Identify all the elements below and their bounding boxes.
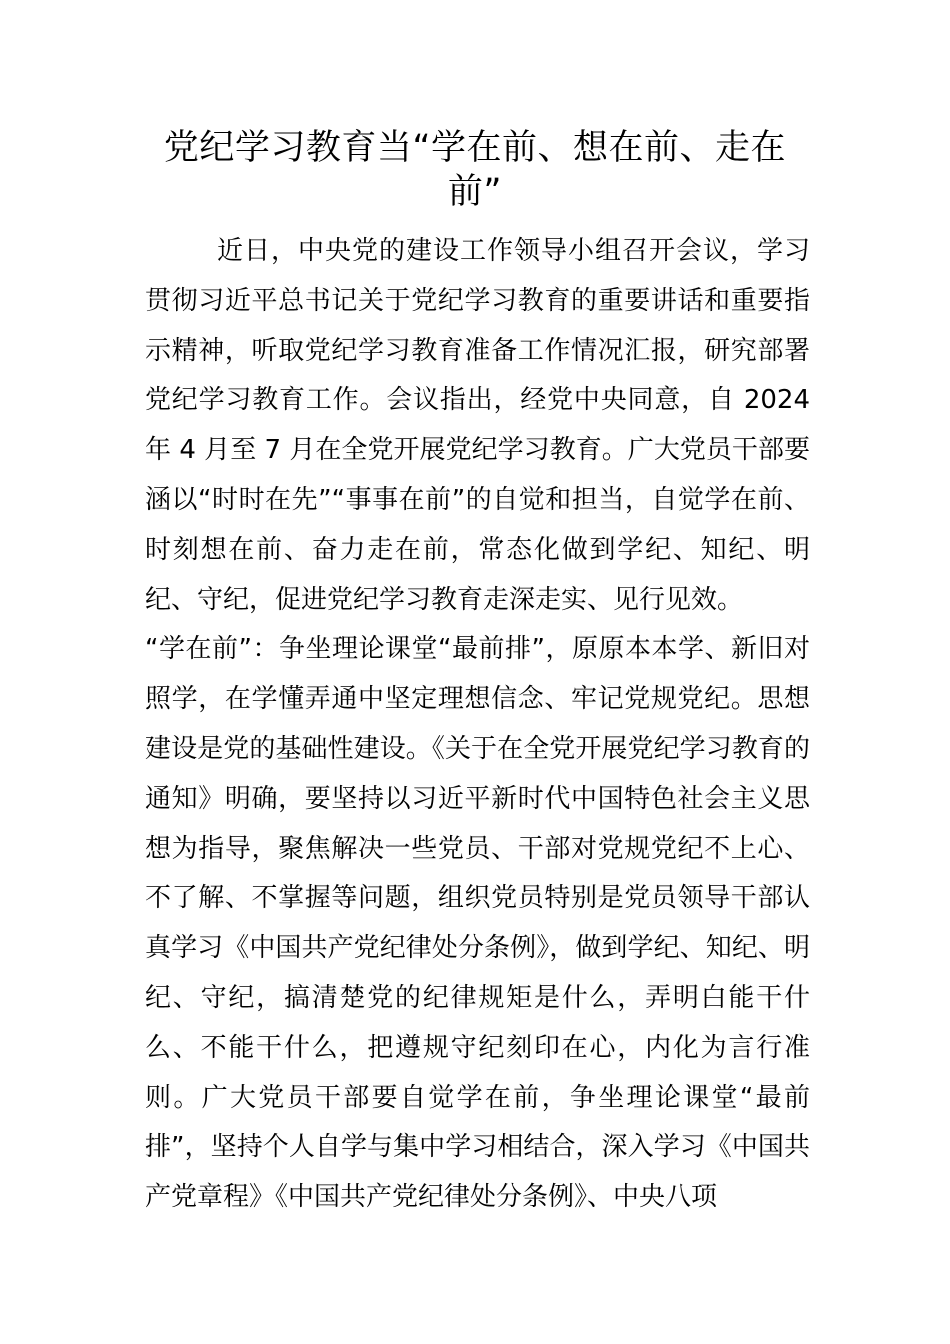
document-title: 党纪学习教育当“学在前、想在前、走在前” xyxy=(163,128,787,212)
document-body xyxy=(145,227,810,1223)
paragraph-study-first: “学在前”：争坐理论课堂“最前排”，原原本本学、新旧对照学，在学懂弄通中坚定理想信念、牢记党规党纪。思想建设是党的基础性建设。《关于在全党开展党纪学习教育的通知》明确，要坚持以习近平新时代中国特色社会主义思想为指导，聚焦解决一些党员、干部对党规党纪不上心、不了解、不掌握等问题，组织党员特别是党员领导干部认真学习《中国共产党纪律处分条例》，做到学纪、知纪、明纪、守纪，搞清楚党的纪律规矩是什么，弄明白能干什么、不能干什么，把遵规守纪刻印在心，内化为言行准则。广大党员干部要自觉学在前，争坐理论课堂“最前排”，坚持个人自学与集中学习相结合，深入学习《中国共产党章程》《中国共产党纪律处分条例》、中央八项 xyxy=(145,634,810,1213)
paragraph-intro: 近日，中央党的建设工作领导小组召开会议，学习贯彻习近平总书记关于党纪学习教育的重要讲话和重要指示精神，听取党纪学习教育准备工作情况汇报，研究部署党纪学习教育工作。会议指出，经党中央同意，自 2024 年 4 月至 7 月在全党开展党纪学习教育。广大党员干部要涵以“时时在先”“事事在前”的自觉和担当，自觉学在前、时刻想在前、奋力走在前，常态化做到学纪、知纪、明纪、守纪，促进党纪学习教育走深走实、见行见效。 xyxy=(145,236,810,615)
